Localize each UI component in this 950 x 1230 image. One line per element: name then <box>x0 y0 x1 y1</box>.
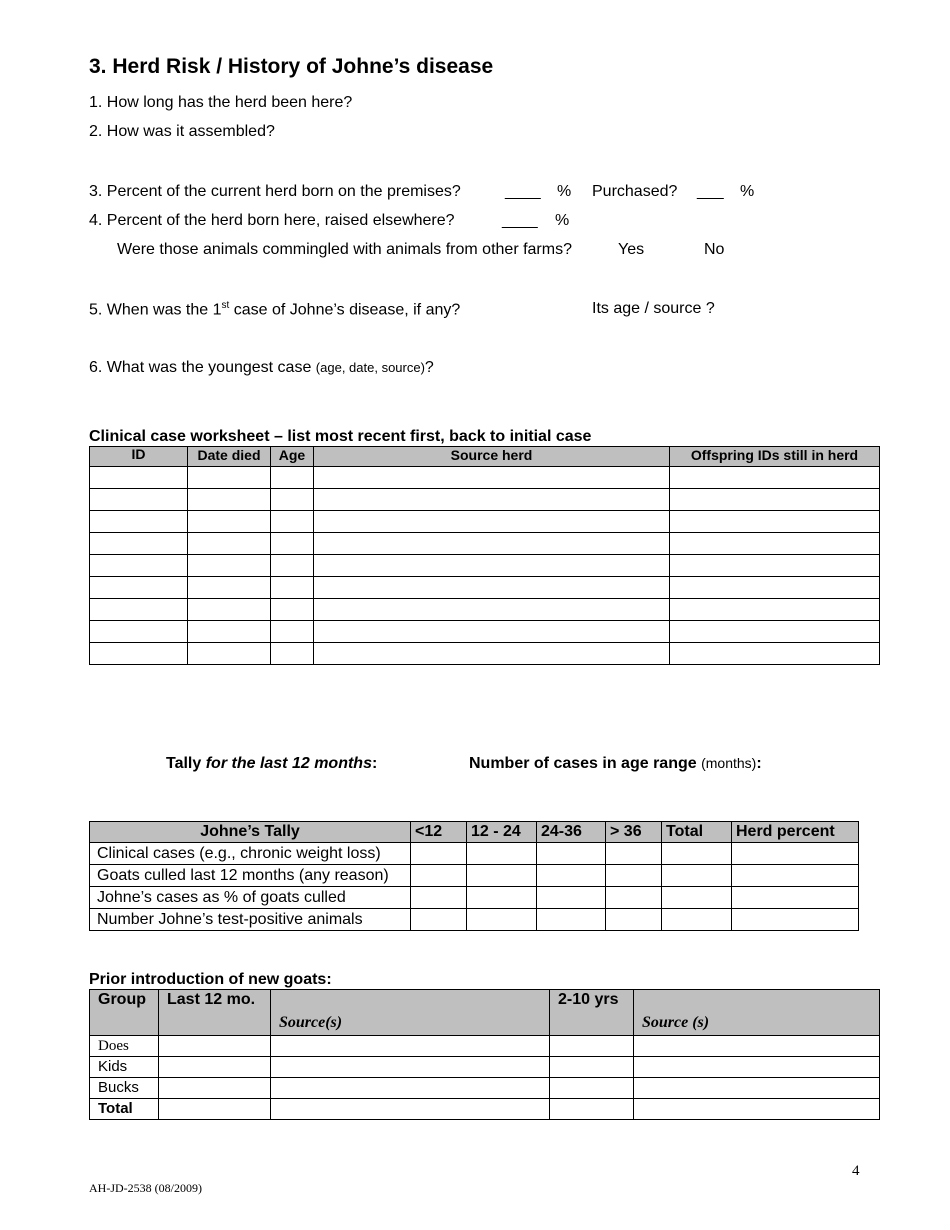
col-johnes-tally: Johne’s Tally <box>90 822 411 843</box>
question-1: 1. How long has the herd been here? <box>89 94 353 111</box>
q4-blank[interactable]: ____ <box>502 212 538 229</box>
input-cell[interactable] <box>467 887 537 909</box>
input-cell[interactable] <box>188 511 271 533</box>
input-cell[interactable] <box>670 555 880 577</box>
table-row <box>90 555 880 577</box>
clinical-header-row <box>90 447 880 467</box>
input-cell[interactable] <box>411 865 467 887</box>
input-cell[interactable] <box>271 643 314 665</box>
q3-purchased-label: Purchased? <box>592 183 678 200</box>
table-row <box>90 599 880 621</box>
row-label-bucks: Bucks <box>90 1078 159 1099</box>
input-cell[interactable] <box>90 599 188 621</box>
col-over-36: > 36 <box>606 822 662 843</box>
input-cell[interactable] <box>90 511 188 533</box>
table-row <box>90 1078 880 1099</box>
col-group: Group <box>90 990 159 1036</box>
col-total: Total <box>662 822 732 843</box>
table-row <box>90 643 880 665</box>
table-row <box>90 887 859 909</box>
q4-yes-option[interactable]: Yes <box>618 241 645 258</box>
table-row <box>90 843 859 865</box>
col-under-12: <12 <box>411 822 467 843</box>
input-cell[interactable] <box>314 511 670 533</box>
row-label: Clinical cases (e.g., chronic weight loss) <box>90 843 411 865</box>
input-cell[interactable] <box>634 1078 880 1099</box>
input-cell[interactable] <box>271 1099 550 1120</box>
col-last-12-mo: Last 12 mo. <box>159 990 271 1036</box>
col-date-died: Date died <box>188 447 271 467</box>
row-label-kids: Kids <box>90 1057 159 1078</box>
clinical-worksheet-heading: Clinical case worksheet – list most recent first, back to initial case <box>89 428 592 445</box>
input-cell[interactable] <box>670 467 880 489</box>
input-cell[interactable] <box>550 1078 634 1099</box>
input-cell[interactable] <box>314 533 670 555</box>
input-cell[interactable] <box>188 555 271 577</box>
input-cell[interactable] <box>271 533 314 555</box>
question-3: 3. Percent of the current herd born on the premises? <box>89 183 461 200</box>
input-cell[interactable] <box>411 843 467 865</box>
input-cell[interactable] <box>271 555 314 577</box>
table-row <box>90 511 880 533</box>
input-cell[interactable] <box>537 887 606 909</box>
col-sources-older: Source (s) <box>634 990 880 1036</box>
input-cell[interactable] <box>271 621 314 643</box>
prior-introduction-table <box>89 989 880 1120</box>
col-id: ID <box>90 447 188 467</box>
input-cell[interactable] <box>662 843 732 865</box>
q4-percent: % <box>555 212 570 229</box>
input-cell[interactable] <box>188 599 271 621</box>
input-cell[interactable] <box>670 489 880 511</box>
input-cell[interactable] <box>314 489 670 511</box>
input-cell[interactable] <box>314 599 670 621</box>
input-cell[interactable] <box>732 843 859 865</box>
input-cell[interactable] <box>271 489 314 511</box>
input-cell[interactable] <box>90 555 188 577</box>
row-label: Number Johne’s test-positive animals <box>90 909 411 931</box>
question-5-age-source: Its age / source ? <box>592 300 715 317</box>
input-cell[interactable] <box>314 621 670 643</box>
row-label: Goats culled last 12 months (any reason) <box>90 865 411 887</box>
q3-purchased-percent: % <box>740 183 755 200</box>
input-cell[interactable] <box>411 909 467 931</box>
question-2: 2. How was it assembled? <box>89 123 275 140</box>
input-cell[interactable] <box>159 1057 271 1078</box>
table-row <box>90 621 880 643</box>
input-cell[interactable] <box>411 887 467 909</box>
input-cell[interactable] <box>271 577 314 599</box>
col-offspring-ids: Offspring IDs still in herd <box>670 447 880 467</box>
input-cell[interactable] <box>90 577 188 599</box>
input-cell[interactable] <box>188 489 271 511</box>
tally-heading: Tally for the last 12 months: <box>166 755 378 772</box>
clinical-case-table <box>89 446 880 665</box>
question-6: 6. What was the youngest case (age, date, source)? <box>89 359 434 376</box>
input-cell[interactable] <box>159 1078 271 1099</box>
input-cell[interactable] <box>606 887 662 909</box>
age-range-heading: Number of cases in age range (months): <box>469 755 762 772</box>
table-row <box>90 577 880 599</box>
input-cell[interactable] <box>314 555 670 577</box>
input-cell[interactable] <box>188 621 271 643</box>
input-cell[interactable] <box>467 909 537 931</box>
input-cell[interactable] <box>662 865 732 887</box>
table-row <box>90 865 859 887</box>
input-cell[interactable] <box>188 467 271 489</box>
input-cell[interactable] <box>732 865 859 887</box>
input-cell[interactable] <box>271 1057 550 1078</box>
input-cell[interactable] <box>606 865 662 887</box>
input-cell[interactable] <box>90 621 188 643</box>
table-row <box>90 467 880 489</box>
input-cell[interactable] <box>537 909 606 931</box>
input-cell[interactable] <box>670 577 880 599</box>
input-cell[interactable] <box>732 909 859 931</box>
input-cell[interactable] <box>90 489 188 511</box>
col-age: Age <box>271 447 314 467</box>
input-cell[interactable] <box>188 577 271 599</box>
input-cell[interactable] <box>467 865 537 887</box>
form-code: AH-JD-2538 (08/2009) <box>89 1181 202 1195</box>
question-4-sub: Were those animals commingled with animals from other farms? <box>117 241 572 258</box>
col-24-36: 24-36 <box>537 822 606 843</box>
input-cell[interactable] <box>670 643 880 665</box>
question-4: 4. Percent of the herd born here, raised elsewhere? <box>89 212 455 229</box>
q3-percent: % <box>557 183 572 200</box>
johnes-tally-table <box>89 821 859 931</box>
col-source-herd: Source herd <box>314 447 670 467</box>
input-cell[interactable] <box>670 621 880 643</box>
input-cell[interactable] <box>467 843 537 865</box>
input-cell[interactable] <box>537 865 606 887</box>
table-row <box>90 1057 880 1078</box>
row-label: Johne’s cases as % of goats culled <box>90 887 411 909</box>
input-cell[interactable] <box>634 1099 880 1120</box>
input-cell[interactable] <box>159 1099 271 1120</box>
input-cell[interactable] <box>550 1036 634 1057</box>
q3-blank[interactable]: ____ <box>505 183 541 200</box>
table-row <box>90 489 880 511</box>
input-cell[interactable] <box>314 577 670 599</box>
tally-header-row <box>90 822 859 843</box>
q3-purchased-blank[interactable]: ___ <box>697 183 724 200</box>
input-cell[interactable] <box>271 1036 550 1057</box>
page-number: 4 <box>852 1163 860 1179</box>
table-row <box>90 533 880 555</box>
input-cell[interactable] <box>90 533 188 555</box>
input-cell[interactable] <box>159 1036 271 1057</box>
input-cell[interactable] <box>90 467 188 489</box>
input-cell[interactable] <box>90 643 188 665</box>
page-title: 3. Herd Risk / History of Johne’s disease <box>89 55 494 78</box>
col-sources-recent: Source(s) <box>271 990 550 1036</box>
input-cell[interactable] <box>606 909 662 931</box>
input-cell[interactable] <box>662 887 732 909</box>
input-cell[interactable] <box>606 843 662 865</box>
input-cell[interactable] <box>271 467 314 489</box>
input-cell[interactable] <box>314 467 670 489</box>
input-cell[interactable] <box>670 533 880 555</box>
input-cell[interactable] <box>550 1099 634 1120</box>
table-row <box>90 909 859 931</box>
input-cell[interactable] <box>662 909 732 931</box>
question-5: 5. When was the 1st case of Johne’s disease, if any? <box>89 300 461 319</box>
intro-header-row <box>90 990 880 1036</box>
col-herd-percent: Herd percent <box>732 822 859 843</box>
col-2-10-yrs: 2-10 yrs <box>550 990 634 1036</box>
input-cell[interactable] <box>550 1057 634 1078</box>
input-cell[interactable] <box>670 599 880 621</box>
input-cell[interactable] <box>188 643 271 665</box>
input-cell[interactable] <box>271 599 314 621</box>
input-cell[interactable] <box>188 533 271 555</box>
input-cell[interactable] <box>634 1057 880 1078</box>
prior-introduction-heading: Prior introduction of new goats: <box>89 971 332 988</box>
input-cell[interactable] <box>670 511 880 533</box>
col-12-24: 12 - 24 <box>467 822 537 843</box>
input-cell[interactable] <box>634 1036 880 1057</box>
q4-no-option[interactable]: No <box>704 241 725 258</box>
input-cell[interactable] <box>732 887 859 909</box>
table-row <box>90 1036 880 1057</box>
input-cell[interactable] <box>537 843 606 865</box>
table-row <box>90 1099 880 1120</box>
row-label-does: Does <box>90 1036 159 1057</box>
input-cell[interactable] <box>314 643 670 665</box>
input-cell[interactable] <box>271 1078 550 1099</box>
input-cell[interactable] <box>271 511 314 533</box>
row-label-total: Total <box>90 1099 159 1120</box>
